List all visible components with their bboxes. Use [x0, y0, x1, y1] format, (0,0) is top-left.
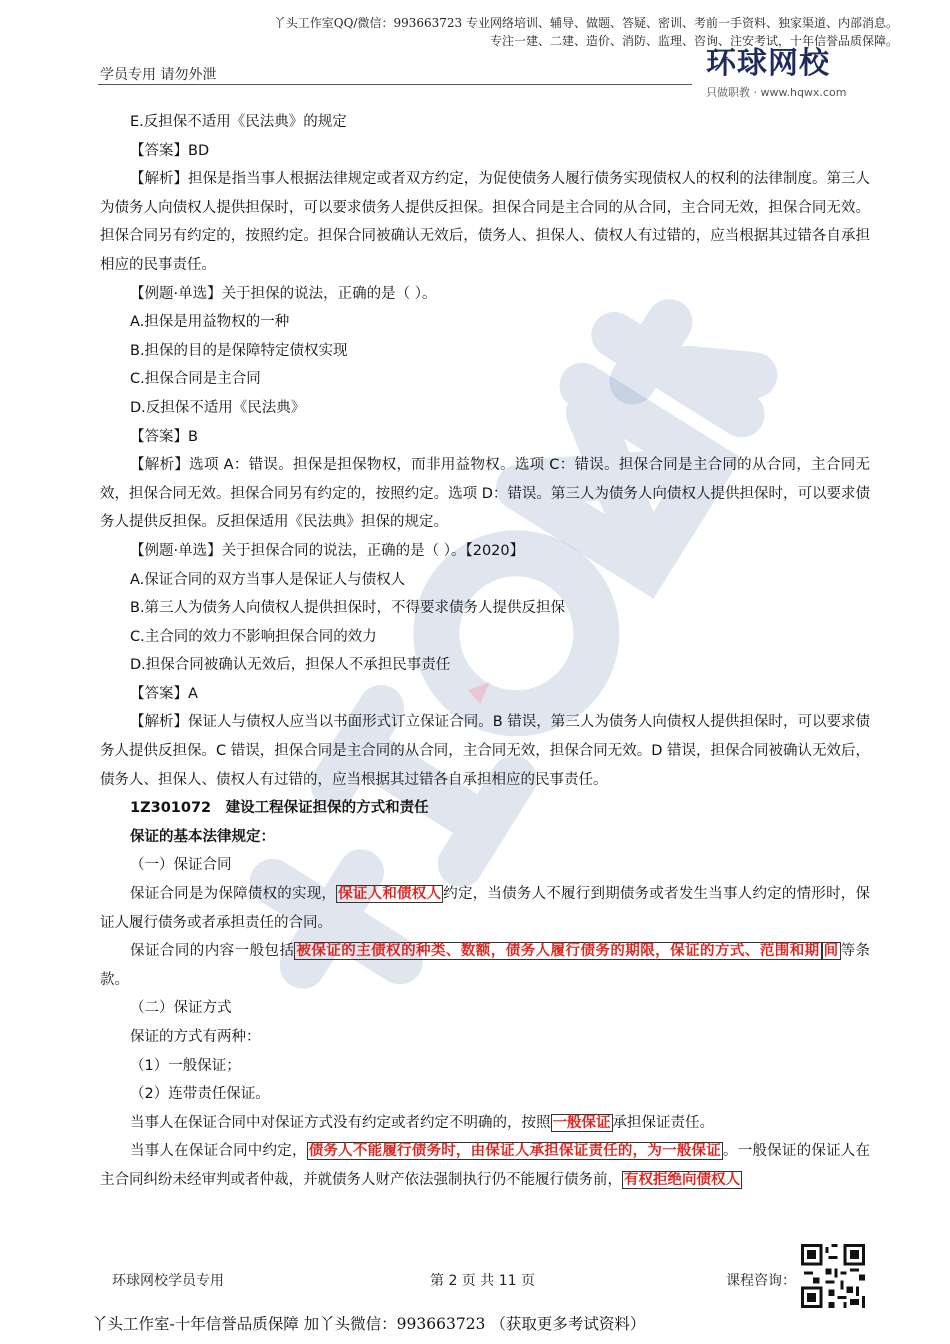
highlight-contract-terms-end: 间 — [823, 943, 839, 960]
header-rule — [98, 84, 692, 85]
page-number: 第 2 页 共 11 页 — [430, 1273, 535, 1289]
q1-option-c: C.担保合同是主合同 — [130, 371, 261, 388]
subsection-title: 保证的基本法律规定： — [130, 828, 275, 845]
p5-text-a: 当事人在保证合同中约定， — [130, 1143, 307, 1160]
item2-title: （二）保证方式 — [130, 1000, 232, 1017]
footer-consult: 课程咨询： — [726, 1273, 796, 1289]
highlight-contract-terms: 被保证的主债权的种类、数额，债务人履行债务的期限，保证的方式、范围和期 — [296, 943, 820, 960]
highlight-right-to-refuse: 有权拒绝向债权人 — [624, 1171, 740, 1188]
document-body — [100, 108, 870, 1195]
q0-option-e: E.反担保不适用《民法典》的规定 — [130, 114, 347, 130]
item1-title: （一）保证合同 — [130, 857, 232, 874]
bottom-promo: 丫头工作室-十年信誉品质保障 加丫头微信：993663723 （获取更多考试资料） — [92, 1315, 646, 1333]
highlight-general-guarantee: 一般保证 — [552, 1114, 611, 1131]
section-title: 1Z301072 建设工程保证担保的方式和责任 — [130, 800, 429, 817]
q1-analysis: 【解析】选项 A：错误。担保是担保物权，而非用益物权。选项 C：错误。担保合同是主合同的从合同，主合同无效，担保合同无效。担保合同另有约定的，按照约定。选项 D：错误。第三人为债务人向债权人提供担保时，可以要求债务人提供反担保。反担保适用《民法典》担保的规定。 — [100, 457, 870, 531]
brand-logo — [706, 48, 876, 100]
p4-text-a: 当事人在保证合同中对保证方式没有约定或者约定不明确的，按照 — [130, 1114, 551, 1131]
q1-stem: 【例题·单选】关于担保的说法，正确的是（ ）。 — [130, 285, 437, 302]
qr-code-icon — [798, 1244, 868, 1308]
q2-stem: 【例题·单选】关于担保合同的说法，正确的是（ ）。【2020】 — [130, 542, 525, 559]
guarantee-method-1: （1）一般保证； — [130, 1057, 241, 1074]
q1-option-d: D.反担保不适用《民法典》 — [130, 399, 306, 416]
paragraph-guarantee-contract — [100, 880, 870, 937]
p2-text-a: 保证合同的内容一般包括 — [130, 943, 295, 960]
q2-option-b: B.第三人为债务人向债权人提供担保时，不得要求债务人提供反担保 — [130, 600, 566, 617]
paragraph-default-method — [100, 1109, 870, 1138]
highlight-parties: 保证人和债权人 — [338, 886, 442, 903]
q0-analysis: 【解析】担保是指当事人根据法律规定或者双方约定，为促使债务人履行债务实现债权人的权利的法律制度。第三人为债务人向债权人提供担保时，可以要求债务人提供反担保。担保合同是主合同的从合同，主合同无效，担保合同无效。担保合同另有约定的，按照约定。担保合同被确认无效后，债务人、担保人、债权人有过错的，应当根据其过错各自承担相应的民事责任。 — [100, 171, 870, 273]
q1-option-b: B.担保的目的是保障特定债权实现 — [130, 342, 348, 359]
promo-line-1: 丫头工作室QQ/微信：993663723 专业网络培训、辅导、做题、答疑、密训、考前一手资料、独家渠道、内部消息。 — [273, 16, 898, 30]
q2-option-d: D.担保合同被确认无效后，担保人不承担民事责任 — [130, 657, 451, 674]
guarantee-methods-intro: 保证的方式有两种： — [130, 1029, 261, 1045]
q1-answer: 【答案】B — [130, 428, 198, 445]
p5-text-b: 。一般保证的保证人在主合同纠纷未经审判或者仲裁，并就债务人财产依法强制执行仍不能履行债务前， — [100, 1143, 871, 1188]
q2-analysis: 【解析】保证人与债权人应当以书面形式订立保证合同。B 错误，第三人为债务人向债权人提供担保时，可以要求债务人提供反担保。C 错误，担保合同是主合同的从合同，主合同无效，担保合同无效。D 错误，担保合同被确认无效后，债务人、担保人、债权人有过错的，应当根据其过错各自承担相应的民事责任。 — [100, 714, 871, 788]
paragraph-contract-content — [100, 937, 870, 994]
logo-subtitle: 只做职教 · www.hqwx.com — [706, 86, 847, 99]
q2-answer: 【答案】A — [130, 685, 198, 702]
footer-left: 环球网校学员专用 — [112, 1273, 224, 1289]
q2-option-a: A.保证合同的双方当事人是保证人与债权人 — [130, 571, 406, 588]
header-label: 学员专用 请勿外泄 — [100, 67, 217, 83]
p1-text-b: 约定，当债务人不履行到期债务或者发生当事人约定的情形时，保证人履行债务或者承担责任的合同。 — [100, 886, 871, 931]
p2-text-b: 等条款。 — [100, 943, 871, 988]
promo-line-2: 专注一建、二建、造价、消防、监理、咨询、注安考试，十年信誉品质保障。 — [489, 34, 898, 48]
q2-option-c: C.主合同的效力不影响担保合同的效力 — [130, 628, 377, 645]
q1-option-a: A.担保是用益物权的一种 — [130, 314, 290, 331]
guarantee-method-2: （2）连带责任保证。 — [130, 1086, 270, 1103]
p4-text-b: 承担保证责任。 — [612, 1114, 714, 1131]
p1-text-a: 保证合同是为保障债权的实现， — [130, 886, 337, 903]
q0-answer: 【答案】BD — [130, 142, 210, 159]
highlight-general-definition: 债务人不能履行债务时，由保证人承担保证责任的，为一般保证 — [308, 1143, 721, 1160]
logo-text: 环球网校 — [706, 46, 830, 81]
paragraph-general-guarantee — [100, 1137, 870, 1194]
